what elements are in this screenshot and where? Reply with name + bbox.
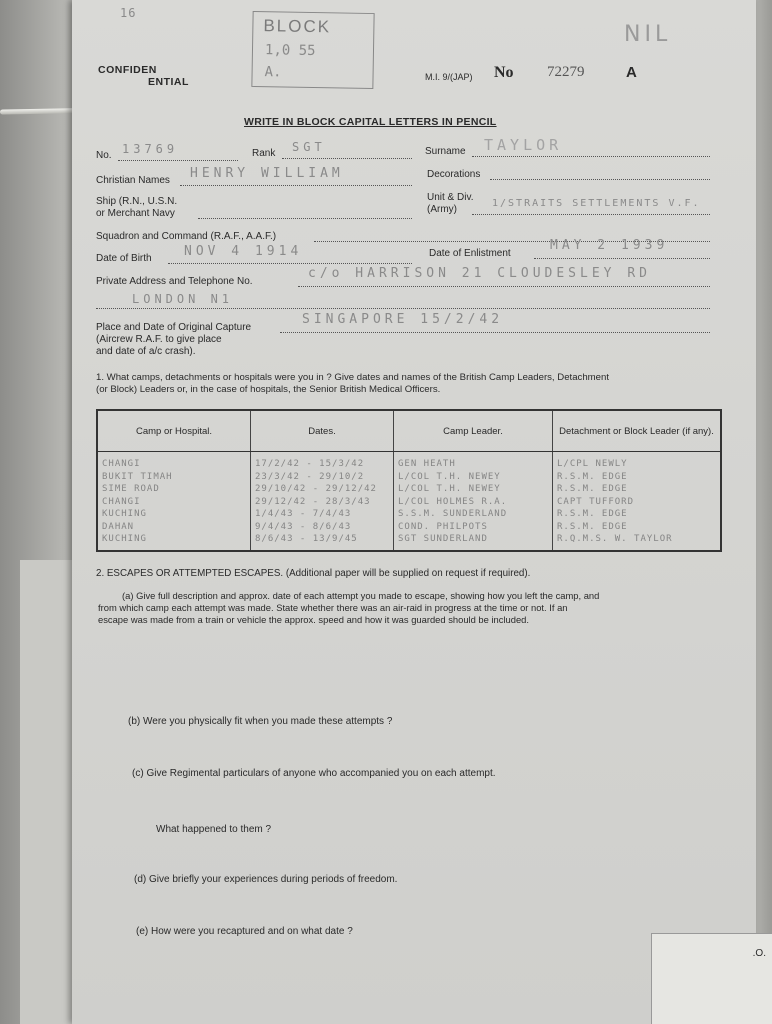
surname-value: TAYLOR (484, 136, 563, 154)
cell-dates: 23/3/42 - 29/10/2 (251, 471, 394, 484)
ship-label-2: or Merchant Navy (96, 208, 175, 219)
cell-detachment-leader: R.S.M. EDGE (557, 521, 628, 532)
unit-label-2: (Army) (427, 204, 457, 215)
header-camp-leader: Camp Leader. (394, 410, 553, 452)
table-row (97, 452, 721, 471)
cell-detachment-leader: R.S.M. EDGE (557, 484, 628, 495)
cell-camp: CHANGI (97, 452, 251, 471)
question-2a-line-3: escape was made from a train or vehicle the approx. speed and how it was guarded should be included. (98, 614, 529, 625)
cell-dates: 8/6/43 - 13/9/45 (251, 533, 394, 551)
question-1-line-1: 1. What camps, detachments or hospitals were you in ? Give dates and names of the British Camp Leaders, Detachment (96, 372, 609, 383)
enlistment-line (534, 258, 710, 259)
dob-line (168, 263, 412, 264)
rank-line (282, 158, 412, 159)
table-header-row (97, 410, 721, 452)
camps-table (96, 409, 722, 552)
capture-label-2: (Aircrew R.A.F. to give place (96, 334, 222, 345)
stamp-title: BLOCK (263, 16, 332, 37)
confidential-label: CONFIDEN (98, 64, 157, 76)
confidential-label-2: ENTIAL (148, 76, 189, 88)
cell-camp: KUCHING (97, 508, 251, 521)
table-row (97, 471, 721, 484)
cell-detachment-leader: CAPT TUFFORD (557, 496, 635, 507)
question-2b: (b) Were you physically fit when you made these attempts ? (128, 716, 393, 727)
table-row (97, 508, 721, 521)
instruction-heading: WRITE IN BLOCK CAPITAL LETTERS IN PENCIL (244, 116, 497, 128)
question-2a-line-2: from which camp each attempt was made. State whether there was an air-raid in progress at the time or not. If an (98, 602, 568, 613)
corner-note: 16 (120, 6, 137, 20)
cell-camp: KUCHING (97, 533, 251, 551)
question-2e: (e) How were you recaptured and on what date ? (136, 926, 353, 937)
dob-label: Date of Birth (96, 253, 152, 264)
form-reference: M.I. 9/(JAP) (425, 72, 473, 82)
table-row (97, 533, 721, 551)
cell-detachment-leader: R.S.M. EDGE (557, 509, 628, 520)
address-line-2 (96, 308, 710, 309)
question-2c-followup: What happened to them ? (156, 824, 272, 835)
decorations-label: Decorations (427, 169, 481, 180)
rank-label: Rank (252, 148, 276, 159)
stamp-hand-1: 1,0 55 (264, 42, 316, 60)
enlistment-value: MAY 2 1939 (550, 238, 669, 253)
address-line (298, 286, 710, 287)
cell-camp-leader: COND. PHILPOTS (394, 521, 553, 534)
christian-names-line (180, 185, 412, 186)
cell-camp-leader: SGT SUNDERLAND (394, 533, 553, 551)
cell-camp-leader: S.S.M. SUNDERLAND (394, 508, 553, 521)
cell-camp-leader: L/COL T.H. NEWEY (394, 471, 553, 484)
question-2a-line-1: (a) Give full description and approx. date of each attempt you made to escape, showing how you left the camp, and (122, 590, 600, 601)
cell-camp-leader: L/COL T.H. NEWEY (394, 483, 553, 496)
serial-no-label: No (494, 64, 514, 81)
table-row (97, 483, 721, 496)
address-value: c/o HARRISON 21 CLOUDESLEY RD (308, 266, 651, 281)
surname-line (472, 156, 710, 157)
no-line (118, 160, 238, 161)
unit-value: 1/STRAITS SETTLEMENTS V.F. (492, 198, 701, 209)
unit-line (472, 214, 710, 215)
cell-dates: 9/4/43 - 8/6/43 (251, 521, 394, 534)
squadron-label: Squadron and Command (R.A.F., A.A.F.) (96, 231, 277, 242)
decorations-line (490, 179, 710, 180)
enlistment-label: Date of Enlistment (429, 248, 511, 259)
cell-dates: 17/2/42 - 15/3/42 (251, 452, 394, 471)
serial-suffix: A (626, 64, 637, 81)
capture-line (280, 332, 710, 333)
ship-line (198, 218, 412, 219)
cell-camp: CHANGI (97, 496, 251, 509)
stamp-hand-2: A. (264, 64, 282, 81)
cell-camp-leader: L/COL HOLMES R.A. (394, 496, 553, 509)
nil-annotation: NIL (624, 22, 672, 47)
folded-corner-page (651, 933, 772, 1024)
christian-names-label: Christian Names (96, 175, 170, 186)
question-2c: (c) Give Regimental particulars of anyone who accompanied you on each attempt. (132, 768, 496, 779)
question-2d: (d) Give briefly your experiences during periods of freedom. (134, 874, 398, 885)
capture-value: SINGAPORE 15/2/42 (302, 312, 504, 327)
cell-dates: 1/4/43 - 7/4/43 (251, 508, 394, 521)
cell-detachment-leader: R.Q.M.S. W. TAYLOR (557, 534, 673, 545)
header-camp: Camp or Hospital. (97, 410, 251, 452)
cell-camp: DAHAN (97, 521, 251, 534)
capture-label-3: and date of a/c crash). (96, 346, 196, 357)
table-row (97, 496, 721, 509)
question-2-title: 2. ESCAPES OR ATTEMPTED ESCAPES. (Additional paper will be supplied on request if required). (96, 568, 531, 579)
cell-camp-leader: GEN HEATH (394, 452, 553, 471)
block-stamp (251, 11, 374, 89)
cell-dates: 29/10/42 - 29/12/42 (251, 483, 394, 496)
ship-label: Ship (R.N., U.S.N. (96, 196, 178, 207)
serial-number: 72279 (547, 64, 585, 80)
address-label: Private Address and Telephone No. (96, 276, 253, 287)
surname-label: Surname (425, 146, 466, 157)
unit-label: Unit & Div. (427, 192, 474, 203)
address-value-2: LONDON N1 (132, 292, 234, 306)
header-detachment-leader: Detachment or Block Leader (if any). (553, 410, 722, 452)
table-row (97, 521, 721, 534)
no-value: 13769 (122, 142, 179, 156)
corner-page-text: .O. (752, 948, 766, 959)
header-dates: Dates. (251, 410, 394, 452)
cell-camp: BUKIT TIMAH (97, 471, 251, 484)
cell-detachment-leader: L/CPL NEWLY (557, 459, 628, 470)
rank-value: SGT (292, 140, 326, 154)
christian-names-value: HENRY WILLIAM (190, 166, 344, 181)
question-1-line-2: (or Block) Leaders or, in the case of hospitals, the Senior British Medical Officers. (96, 384, 441, 395)
capture-label: Place and Date of Original Capture (96, 322, 252, 333)
dob-value: NOV 4 1914 (184, 244, 303, 259)
cell-detachment-leader: R.S.M. EDGE (557, 471, 628, 482)
no-label: No. (96, 150, 112, 161)
pow-questionnaire-page (72, 0, 756, 1024)
cell-dates: 29/12/42 - 28/3/43 (251, 496, 394, 509)
cell-camp: SIME ROAD (97, 483, 251, 496)
